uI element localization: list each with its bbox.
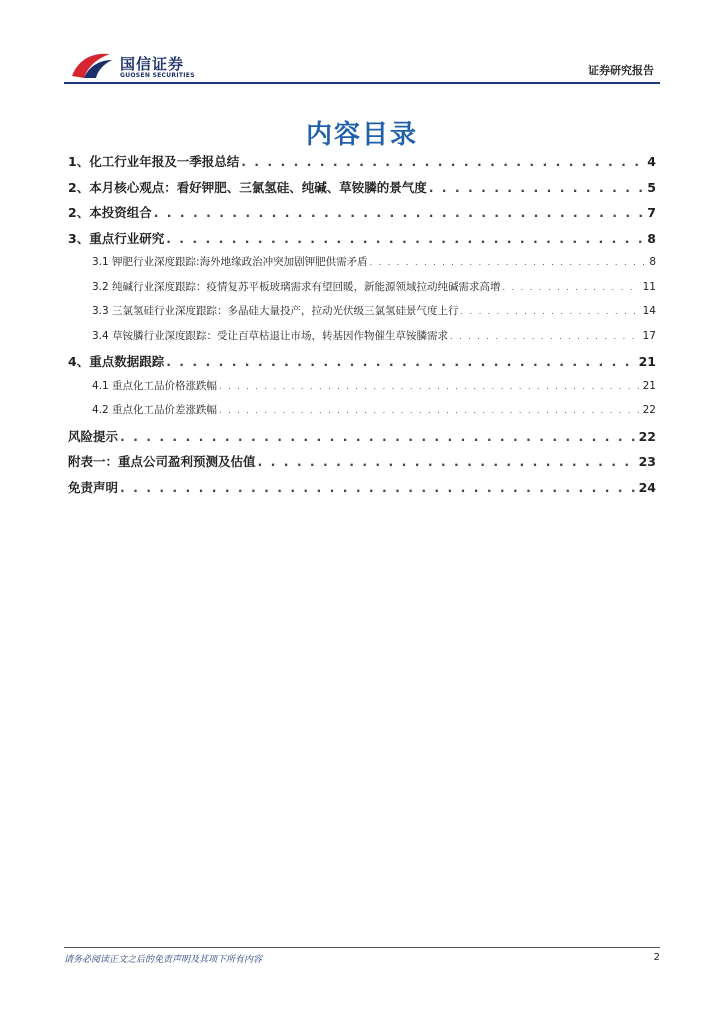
toc-entry-page: 4 (647, 154, 656, 169)
toc-entry-page: 22 (642, 404, 656, 416)
toc-leader-dots (429, 180, 644, 195)
footer-disclaimer: 请务必阅读正文之后的免责声明及其项下所有内容 (64, 955, 263, 965)
toc-leader-dots (219, 382, 639, 391)
toc-entry[interactable] (68, 352, 656, 378)
toc-entry-label: 3、重点行业研究 (68, 230, 165, 246)
toc-leader-dots (241, 154, 643, 169)
toc-entry-label: 3.3 三氯氢硅行业深度跟踪：多晶硅大量投产，拉动光伏级三氯氢硅景气度上行 (92, 305, 459, 317)
guosen-logo (70, 50, 230, 84)
document-type-label: 证券研究报告 (588, 64, 654, 77)
logo-chinese-name: 国信证券 (120, 55, 185, 73)
toc-entry[interactable] (68, 203, 656, 229)
toc-entry[interactable] (68, 402, 656, 427)
toc-leader-dots (154, 205, 644, 220)
toc-entry-page: 14 (642, 305, 656, 317)
toc-entry[interactable] (68, 427, 656, 453)
toc-entry-label: 3.2 纯碱行业深度跟踪：疫情复苏平板玻璃需求有望回暖，新能源领域拉动纯碱需求高增 (92, 280, 501, 293)
toc-entry-label: 3.4 草铵膦行业深度跟踪：受让百草枯退让市场，转基因作物催生草铵膦需求 (92, 329, 449, 342)
toc-entry[interactable] (68, 328, 656, 353)
toc-leader-dots (166, 354, 634, 369)
toc-entry-label: 1、化工行业年报及一季报总结 (68, 154, 240, 169)
guosen-logo-mark-icon (70, 50, 114, 80)
header-divider (64, 82, 660, 84)
toc-entry-label: 4、重点数据跟踪 (68, 354, 165, 369)
toc-leader-dots (120, 480, 635, 495)
toc-entry[interactable] (68, 378, 656, 403)
toc-entry-page: 22 (638, 428, 656, 444)
toc-leader-dots (120, 429, 635, 444)
toc-entry[interactable] (68, 452, 656, 478)
toc-entry-page: 8 (647, 230, 656, 246)
toc-leader-dots (370, 258, 646, 267)
toc-entry-label: 4.2 重点化工品价差涨跌幅 (92, 404, 218, 416)
footer-divider (64, 947, 660, 948)
toc-entry-label: 免责声明 (68, 479, 119, 495)
toc-leader-dots (258, 454, 635, 469)
page-header (64, 44, 660, 84)
toc-entry-label: 2、本月核心观点：看好钾肥、三氯氢硅、纯碱、草铵膦的景气度 (68, 179, 427, 195)
toc-entry-label: 附表一：重点公司盈利预测及估值 (68, 454, 256, 469)
toc-entry[interactable] (68, 178, 656, 204)
toc-entry-page: 8 (649, 256, 656, 268)
table-of-contents (68, 152, 656, 503)
toc-leader-dots (219, 406, 639, 415)
toc-entry-page: 11 (642, 280, 656, 293)
toc-entry-label: 2、本投资组合 (68, 205, 152, 220)
toc-entry-page: 24 (638, 479, 656, 495)
toc-title: 内容目录 (305, 120, 418, 150)
page-number: 2 (653, 952, 660, 963)
toc-entry[interactable] (68, 279, 656, 304)
toc-leader-dots (503, 283, 639, 292)
toc-entry[interactable] (68, 254, 656, 279)
toc-entry-label: 风险提示 (68, 428, 119, 444)
toc-entry-page: 23 (638, 454, 656, 469)
toc-entry[interactable] (68, 229, 656, 255)
toc-entry[interactable] (68, 152, 656, 178)
toc-leader-dots (461, 307, 639, 316)
logo-english-name: GUOSEN SECURITIES (120, 72, 195, 79)
toc-entry-label: 3.1 钾肥行业深度跟踪:海外地缘政治冲突加剧钾肥供需矛盾 (92, 256, 368, 268)
toc-entry[interactable] (68, 303, 656, 328)
toc-leader-dots (166, 231, 643, 246)
toc-entry-page: 7 (647, 205, 656, 220)
toc-entry-page: 5 (647, 179, 656, 195)
toc-entry-page: 17 (642, 329, 656, 342)
toc-entry-label: 4.1 重点化工品价格涨跌幅 (92, 379, 218, 392)
toc-entry[interactable] (68, 478, 656, 504)
toc-entry-page: 21 (638, 354, 656, 369)
toc-entry-page: 21 (642, 379, 656, 392)
toc-leader-dots (450, 332, 639, 341)
